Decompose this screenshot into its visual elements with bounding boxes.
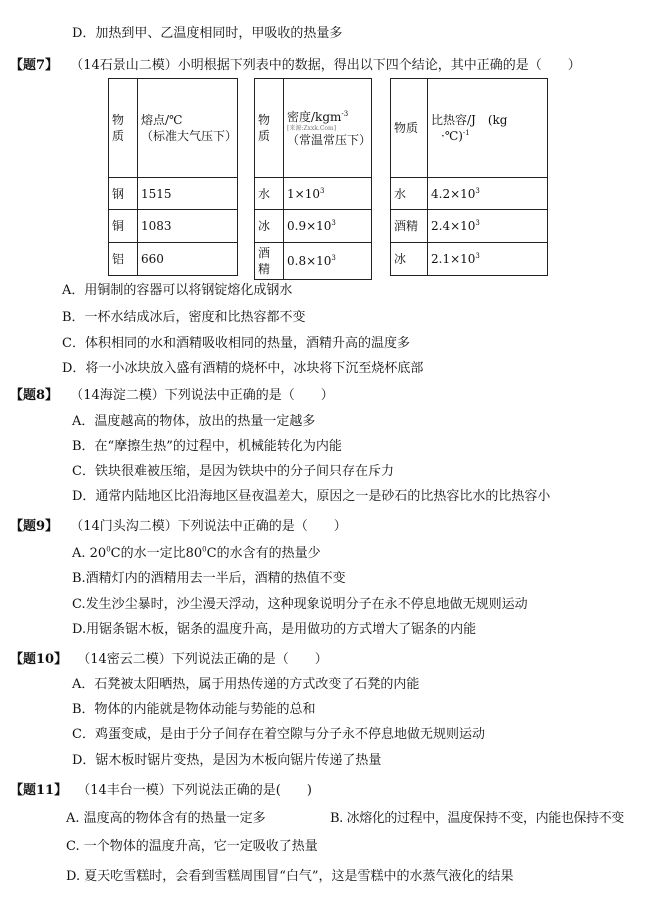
table1-cell: 钢 xyxy=(109,178,138,210)
table3-header-value: 比热容/J (kg ·℃)$^{-1}$ xyxy=(428,79,548,178)
q8-option-d: D．通常内陆地区比沿海地区昼夜温差大，原因之一是砂石的比热容比水的比热容小 xyxy=(72,489,551,504)
q7-option-d: D．将一小冰块放入盛有酒精的烧杯中，冰块将下沉至烧杯底部 xyxy=(62,361,424,376)
q9-option-c: C.发生沙尘暴时，沙尘漫天浮动，这种现象说明分子在永不停息地做无规则运动 xyxy=(72,597,528,612)
q9-stem: （14门头沟二模）下列说法中正确的是（ ） xyxy=(70,519,347,534)
q11-stem: （14丰台一模）下列说法正确的是( ) xyxy=(77,783,312,798)
table2-header-substance: 物质 xyxy=(255,79,284,178)
q10-option-a: A．石凳被太阳晒热，属于用热传递的方式改变了石凳的内能 xyxy=(72,677,420,692)
table2-cell: 酒精 xyxy=(255,243,284,280)
q8-header xyxy=(10,387,334,405)
table3-cell: 水 xyxy=(391,178,428,210)
table2-cell: 水 xyxy=(255,178,284,210)
table1-cell: 1083 xyxy=(138,210,238,243)
q7-option-c: C．体积相同的水和酒精吸收相同的热量，酒精升高的温度多 xyxy=(62,336,410,351)
table-row xyxy=(255,210,372,243)
table1-cell: 铝 xyxy=(109,243,138,276)
specific-heat-table xyxy=(390,78,548,276)
q8-label: 【题8】 xyxy=(10,388,59,403)
q10-label: 【题10】 xyxy=(10,652,68,667)
q8-stem: （14海淀二模）下列说法中正确的是（ ） xyxy=(70,388,334,403)
q10-header xyxy=(10,651,328,669)
q11-label: 【题11】 xyxy=(10,783,68,798)
q11-option-a: A. 温度高的物体含有的热量一定多 xyxy=(66,811,266,826)
q7-label: 【题7】 xyxy=(10,58,59,73)
table-row xyxy=(391,178,548,210)
q10-option-d: D．锯木板时锯片变热，是因为木板向锯片传递了热量 xyxy=(72,753,382,768)
q8-option-c: C．铁块很难被压缩，是因为铁块中的分子间只存在斥力 xyxy=(72,464,394,479)
table3-cell: $4.2\times 10^3$ xyxy=(428,178,548,210)
table-row xyxy=(255,243,372,280)
table1-cell: 1515 xyxy=(138,178,238,210)
table1-cell: 660 xyxy=(138,243,238,276)
q11-option-b: B. 冰熔化的过程中，温度保持不变，内能也保持不变 xyxy=(330,811,624,826)
q10-option-c: C．鸡蛋变咸，是由于分子间存在着空隙与分子永不停息地做无规则运动 xyxy=(72,727,485,742)
q11-header xyxy=(10,782,312,800)
table3-cell: $2.4\times 10^3$ xyxy=(428,210,548,243)
table1-header-substance: 物质 xyxy=(109,79,138,178)
q7-stem: （14石景山二模）小明根据下列表中的数据，得出以下四个结论，其中正确的是（ ） xyxy=(70,58,581,73)
density-table xyxy=(254,78,372,280)
q8-option-a: A．温度越高的物体，放出的热量一定越多 xyxy=(72,414,316,429)
q9-option-d: D.用锯条锯木板，锯条的温度升高，是用做功的方式增大了锯条的内能 xyxy=(72,622,477,637)
q7-header xyxy=(10,57,581,75)
table-row xyxy=(109,243,238,276)
q10-option-b: B．物体的内能就是物体动能与势能的总和 xyxy=(72,702,316,717)
table-row xyxy=(109,210,238,243)
q9-label: 【题9】 xyxy=(10,519,59,534)
table3-header-substance: 物质 xyxy=(391,79,428,178)
table-row xyxy=(391,243,548,276)
table2-cell: $0.9\times 10^3$ xyxy=(284,210,372,243)
table2-header-value: 密度/kgm$^{-3}$ [来源:Zxxk.Com] （常温常压下） xyxy=(284,79,372,178)
q11-option-c: C. 一个物体的温度升高，它一定吸收了热量 xyxy=(66,839,318,854)
table3-cell: $2.1\times 10^3$ xyxy=(428,243,548,276)
q9-header xyxy=(10,518,347,536)
table-row xyxy=(391,210,548,243)
table-row xyxy=(109,178,238,210)
q8-option-b: B．在“摩擦生热”的过程中，机械能转化为内能 xyxy=(72,439,342,454)
table2-cell: $1\times 10^3$ xyxy=(284,178,372,210)
q7-option-b: B．一杯水结成冰后，密度和比热容都不变 xyxy=(62,310,306,325)
melting-point-table xyxy=(108,78,238,276)
q11-option-d: D. 夏天吃雪糕时，会看到雪糕周围冒“白气”，这是雪糕中的水蒸气液化的结果 xyxy=(66,869,514,884)
table-row xyxy=(255,178,372,210)
watermark-text: [来源:Zxxk.Com] xyxy=(287,124,337,132)
table1-cell: 铜 xyxy=(109,210,138,243)
q7-option-a: A．用铜制的容器可以将钢锭熔化成钢水 xyxy=(62,283,293,298)
table1-header-value: 熔点/℃ （标准大气压下） xyxy=(138,79,238,178)
q6-option-d: D．加热到甲、乙温度相同时，甲吸收的热量多 xyxy=(72,26,343,41)
table3-cell: 冰 xyxy=(391,243,428,276)
table2-cell: $0.8\times 10^3$ xyxy=(284,243,372,280)
q10-stem: （14密云二模）下列说法正确的是（ ） xyxy=(77,652,328,667)
q9-option-b: B.酒精灯内的酒精用去一半后，酒精的热值不变 xyxy=(72,571,346,586)
table3-cell: 酒精 xyxy=(391,210,428,243)
q9-option-a: A. $20^0C$的水一定比$80^0C$的水含有的热量少 xyxy=(72,545,321,561)
table2-cell: 冰 xyxy=(255,210,284,243)
